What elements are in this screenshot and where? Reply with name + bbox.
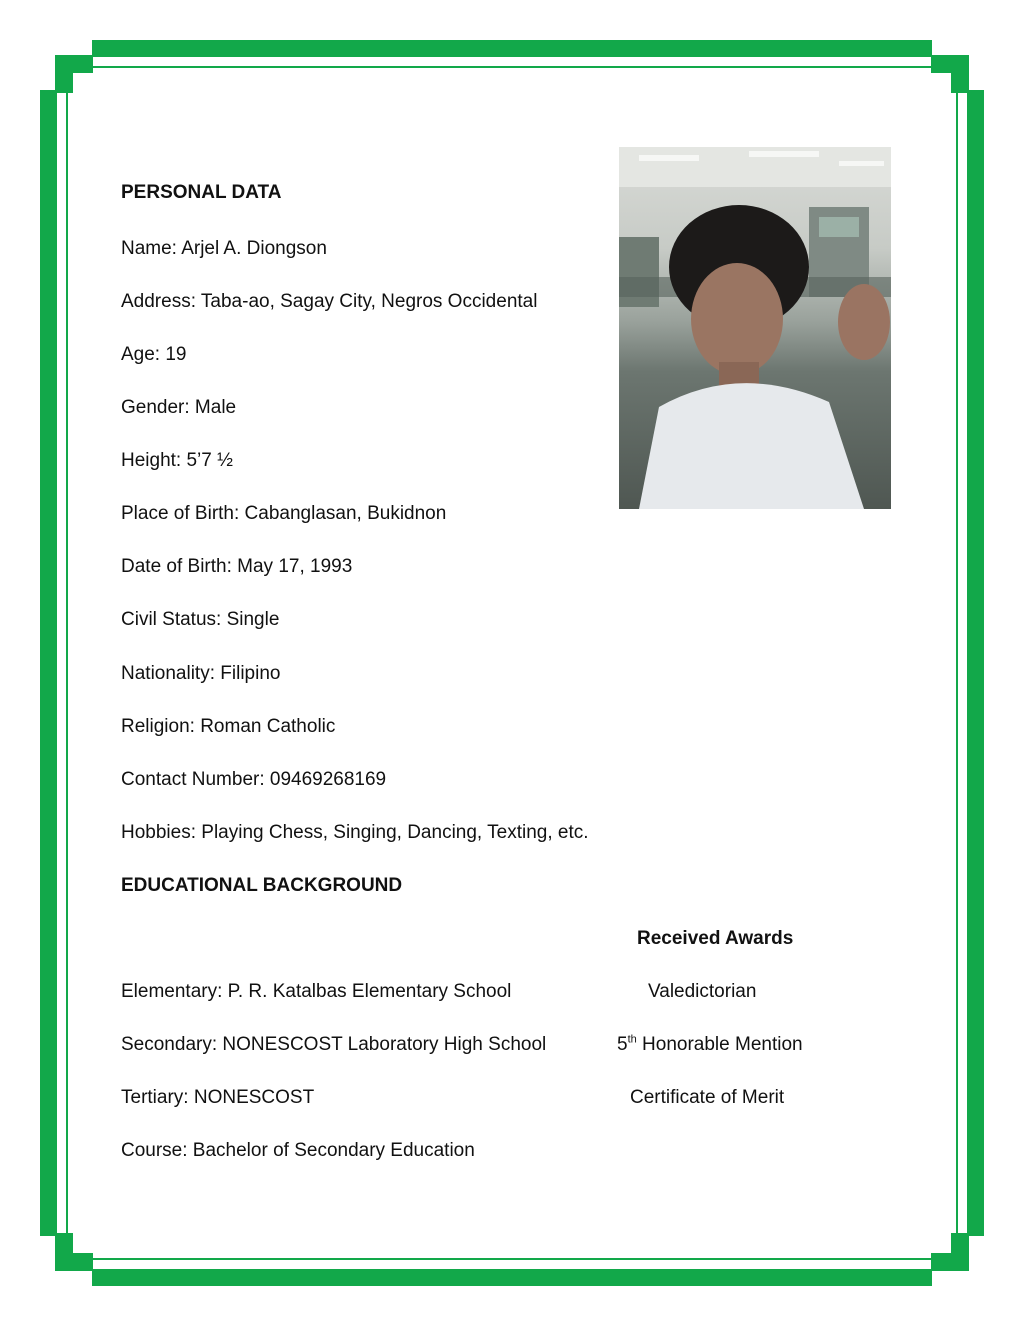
civil-status-field: Civil Status: Single bbox=[121, 609, 280, 630]
secondary-award-number: 5 bbox=[617, 1034, 628, 1055]
educational-background-heading: EDUCATIONAL BACKGROUND bbox=[121, 875, 403, 896]
name-field: Name: Arjel A. Diongson bbox=[121, 238, 327, 259]
place-of-birth-field: Place of Birth: Cabanglasan, Bukidnon bbox=[121, 503, 447, 524]
secondary-field: Secondary: NONESCOST Laboratory High School bbox=[121, 1034, 547, 1055]
personal-data-heading: PERSONAL DATA bbox=[121, 182, 282, 203]
gender-field: Gender: Male bbox=[121, 397, 237, 418]
nationality-field: Nationality: Filipino bbox=[121, 663, 281, 684]
elementary-field: Elementary: P. R. Katalbas Elementary School bbox=[121, 981, 512, 1002]
tertiary-award: Certificate of Merit bbox=[630, 1087, 785, 1108]
address-field: Address: Taba-ao, Sagay City, Negros Occidental bbox=[121, 291, 538, 312]
course-field: Course: Bachelor of Secondary Education bbox=[121, 1140, 475, 1161]
tertiary-field: Tertiary: NONESCOST bbox=[121, 1087, 315, 1108]
secondary-award-text: Honorable Mention bbox=[636, 1034, 803, 1055]
age-field: Age: 19 bbox=[121, 344, 187, 365]
secondary-award bbox=[617, 1033, 803, 1057]
religion-field: Religion: Roman Catholic bbox=[121, 716, 336, 737]
contact-number-field: Contact Number: 09469268169 bbox=[121, 769, 387, 790]
hobbies-field: Hobbies: Playing Chess, Singing, Dancing, Texting, etc. bbox=[121, 822, 589, 843]
height-field: Height: 5’7 ½ bbox=[121, 450, 233, 471]
date-of-birth-field: Date of Birth: May 17, 1993 bbox=[121, 556, 353, 577]
profile-photo bbox=[619, 147, 891, 509]
received-awards-heading: Received Awards bbox=[637, 928, 794, 949]
elementary-award: Valedictorian bbox=[648, 981, 757, 1002]
secondary-award-ordinal: th bbox=[627, 1033, 637, 1046]
